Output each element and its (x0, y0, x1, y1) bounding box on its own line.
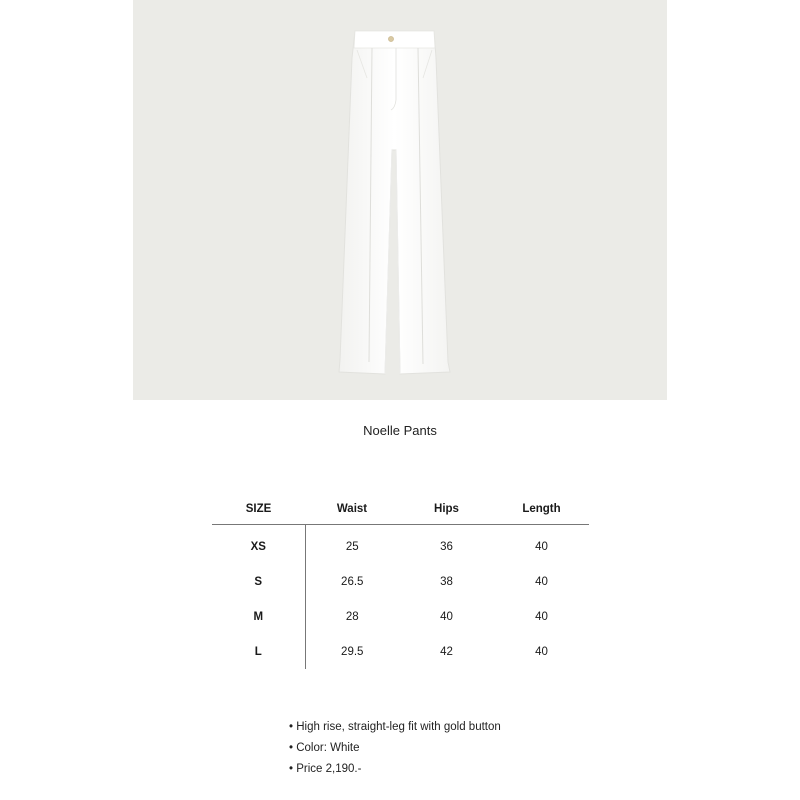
size-label: S (212, 564, 305, 599)
length-value: 40 (535, 610, 548, 623)
length-value: 40 (535, 645, 548, 658)
hips-value: 38 (440, 575, 453, 588)
hips-value: 36 (440, 540, 453, 553)
waist-value: 29.5 (341, 645, 364, 658)
length-value: 40 (535, 540, 548, 553)
header-size: SIZE (212, 493, 305, 525)
waist-value: 25 (345, 540, 359, 553)
length-value: 40 (535, 575, 548, 588)
detail-price: • Price 2,190.- (289, 763, 362, 775)
gold-button (388, 36, 393, 41)
product-title: Noelle Pants (363, 423, 437, 438)
size-chart-table (212, 493, 589, 669)
hips-value: 40 (440, 610, 453, 623)
detail-color: • Color: White (289, 742, 360, 754)
size-label: XS (212, 525, 305, 565)
product-details-list (289, 718, 501, 781)
table-row (212, 525, 589, 565)
waist-value: 26.5 (341, 575, 364, 588)
waistband (354, 31, 435, 48)
white-pants-illustration (133, 0, 667, 400)
pants-body (339, 31, 450, 374)
size-label: L (212, 634, 305, 669)
size-label: M (212, 599, 305, 634)
detail-fit: • High rise, straight-leg fit with gold button (289, 721, 501, 733)
table-row (212, 599, 589, 634)
product-photo (133, 0, 667, 400)
table-row (212, 564, 589, 599)
table-row (212, 634, 589, 669)
header-waist: Waist (305, 493, 399, 525)
hips-value: 42 (440, 645, 453, 658)
size-chart-header-row (212, 493, 589, 525)
waist-value: 28 (345, 610, 359, 623)
header-length: Length (494, 493, 589, 525)
header-hips: Hips (399, 493, 494, 525)
